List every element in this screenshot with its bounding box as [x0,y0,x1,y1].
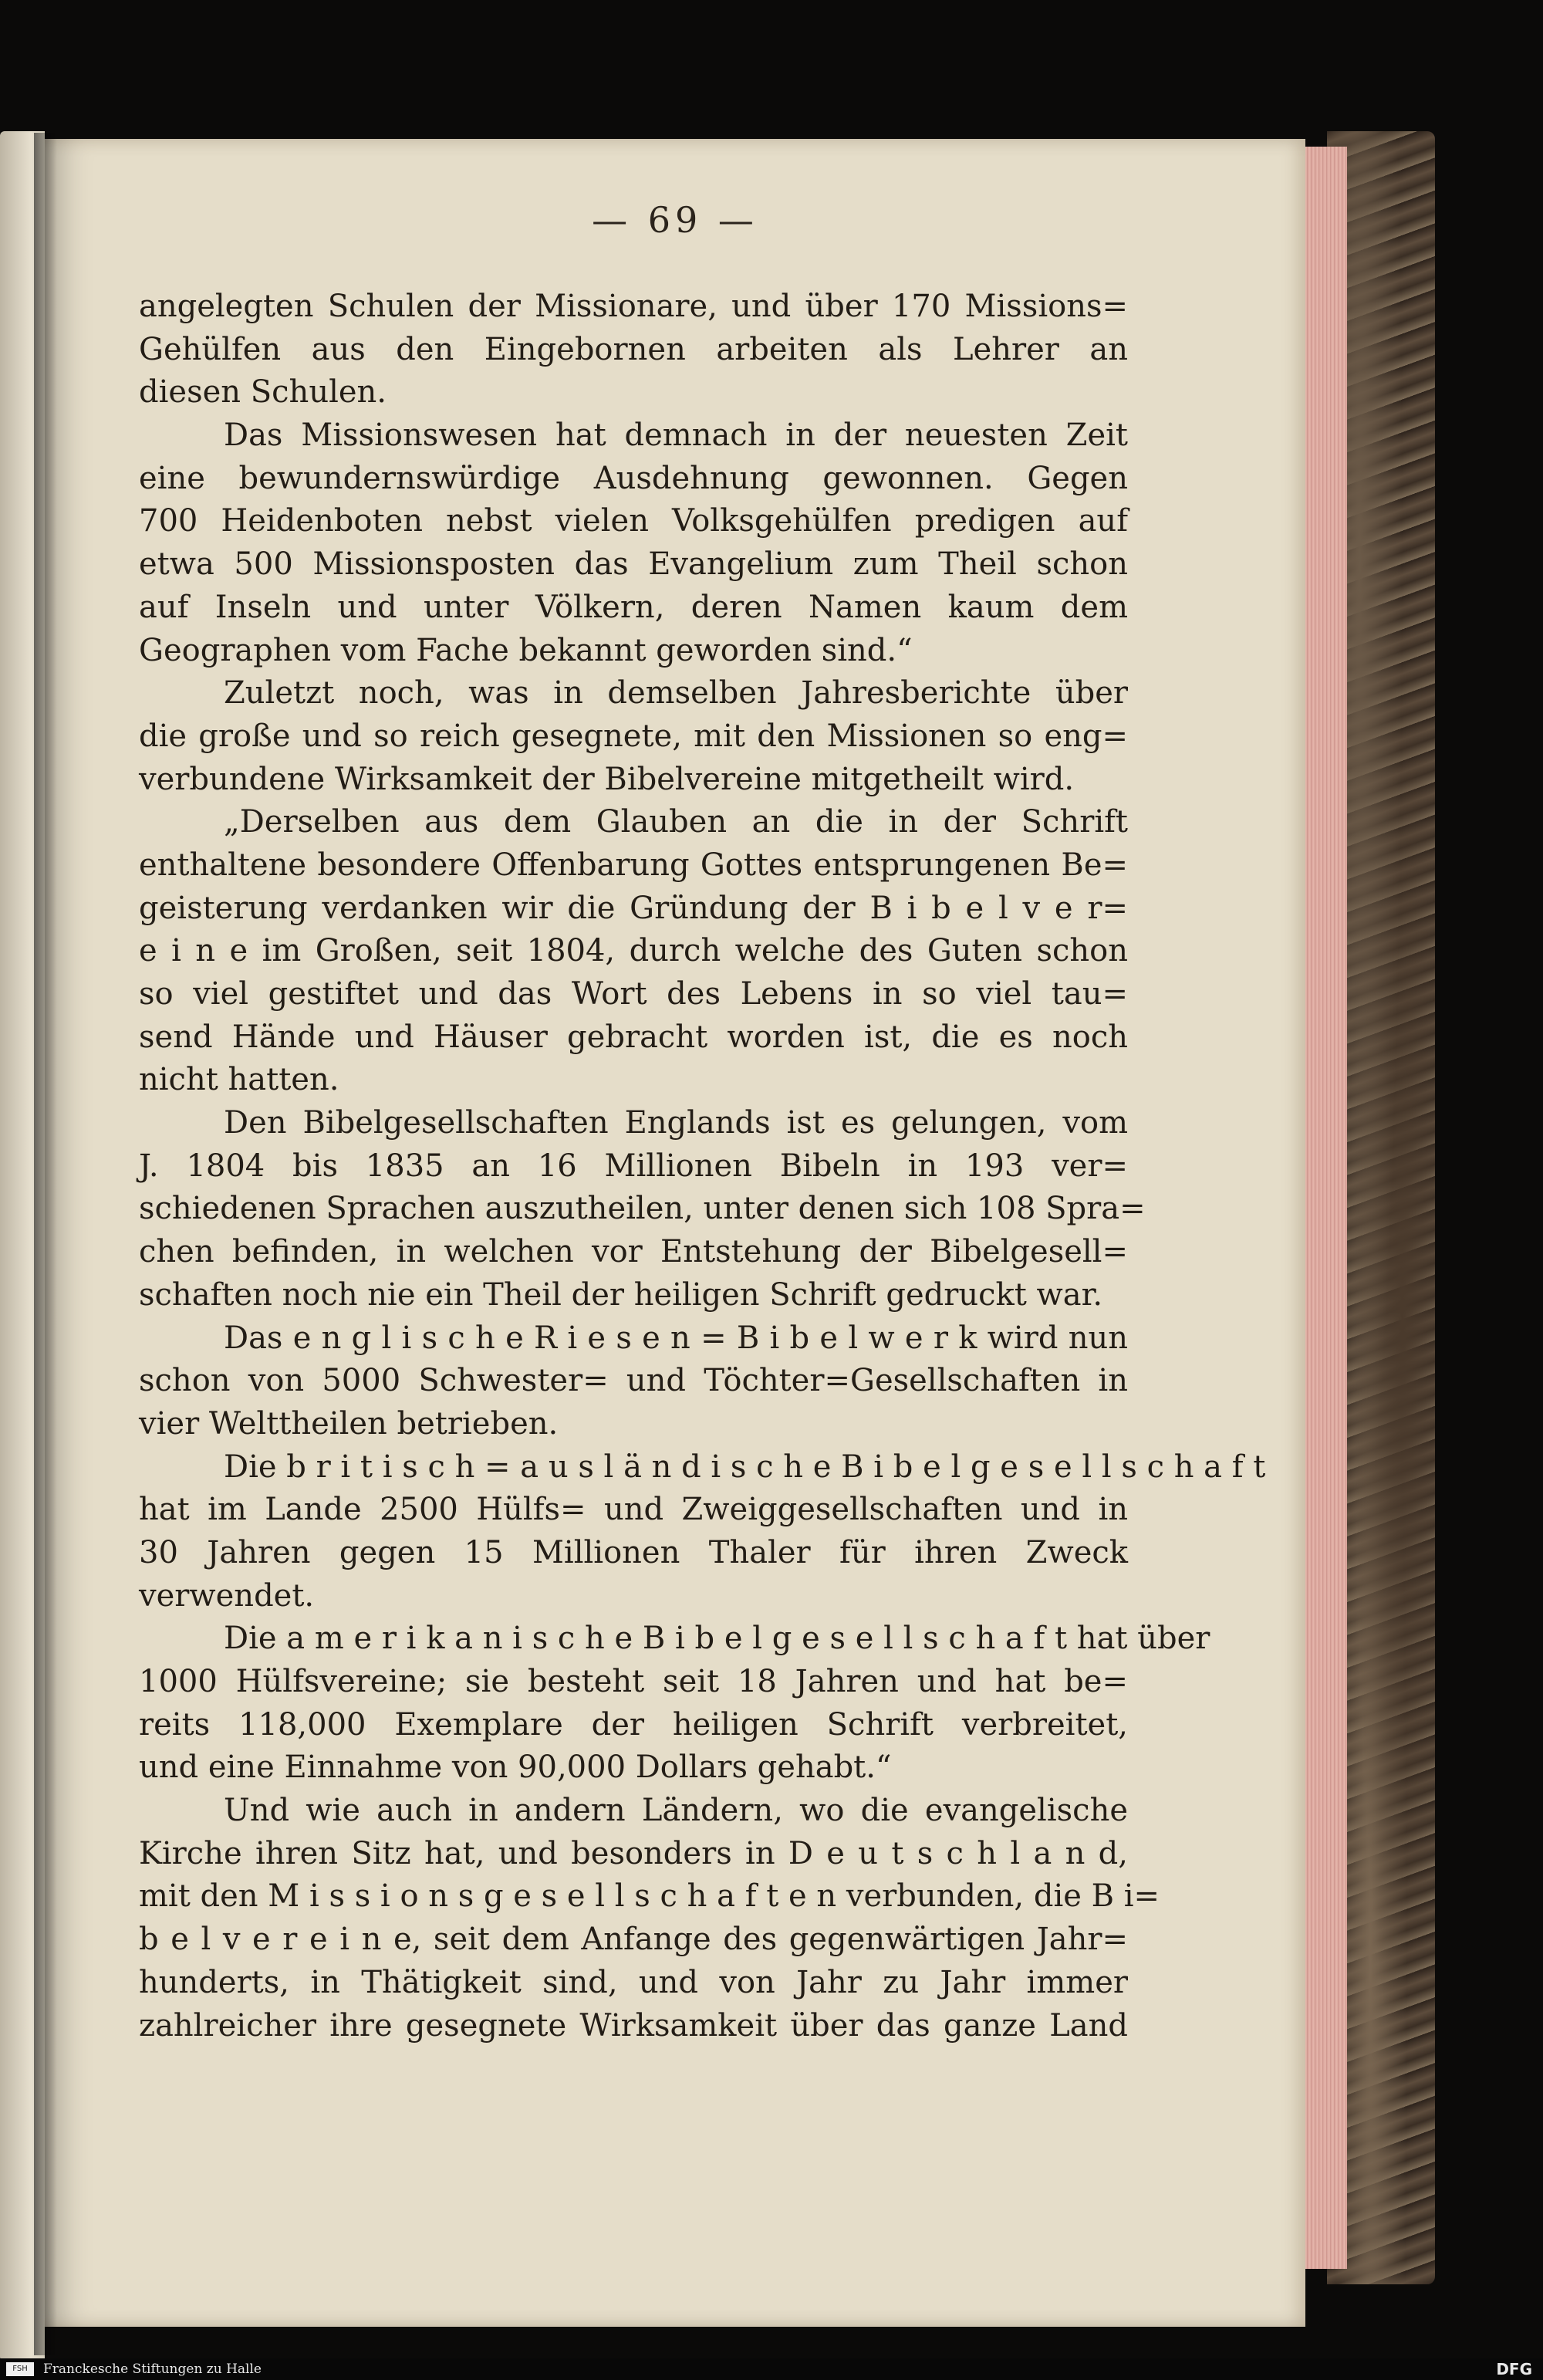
text-line: 1000 Hülfsvereine; sie besteht seit 18 Jahren und hat be= [139,1664,1128,1699]
text-line: Die b r i t i s c h = a u s l ä n d i s c h e B i b e l g e s e l l s c h a f t [224,1449,1266,1485]
dfg-logo: DFG [1496,2360,1532,2378]
text-line: verwendet. [139,1577,315,1614]
text-line: J. 1804 bis 1835 an 16 Millionen Bibeln in 193 ver= [139,1148,1128,1184]
footer-credit: Franckesche Stiftungen zu Halle [43,2361,262,2377]
text-line: Kirche ihren Sitz hat, und besonders in D e u t s c h l a n d, [139,1835,1128,1871]
text-line: Geographen vom Fache bekannt geworden sind.“ [139,632,913,668]
text-line: Die a m e r i k a n i s c h e B i b e l g e s e l l s c h a f t hat über [224,1621,1210,1657]
text-line: send Hände und Häuser gebracht worden ist, die es noch [139,1019,1128,1055]
text-line: 700 Heidenboten nebst vielen Volksgehülfen predigen auf [139,503,1128,539]
text-line: chen befinden, in welchen vor Entstehung der Bibelgesell= [139,1234,1128,1270]
text-line: auf Inseln und unter Völkern, deren Namen kaum dem [139,589,1128,625]
text-line: vier Welttheilen betrieben. [139,1405,559,1442]
page-edges [1304,147,1347,2269]
text-line: nicht hatten. [139,1062,339,1098]
text-line: hunderts, in Thätigkeit sind, und von Jahr zu Jahr immer [139,1964,1128,2000]
text-line: und eine Einnahme von 90,000 Dollars gehabt.“ [139,1750,892,1786]
text-line: Den Bibelgesellschaften Englands ist es gelungen, vom [224,1105,1128,1141]
text-line: schaften noch nie ein Theil der heiligen Schrift gedruckt war. [139,1276,1103,1313]
text-line: „Derselben aus dem Glauben an die in der Schrift [224,804,1128,840]
text-line: schiedenen Sprachen auszutheilen, unter denen sich 108 Spra= [139,1191,1146,1227]
page-number: — 69 — [592,199,758,241]
text-line: 30 Jahren gegen 15 Millionen Thaler für ihren Zweck [139,1534,1128,1570]
text-line: b e l v e r e i n e, seit dem Anfange des gegenwärtigen Jahr= [139,1922,1128,1958]
text-line: hat im Lande 2500 Hülfs= und Zweiggesellschaften und in [139,1492,1128,1528]
text-line: schon von 5000 Schwester= und Töchter=Gesellschaften in [139,1363,1128,1399]
text-line: verbundene Wirksamkeit der Bibelvereine mitgetheilt wird. [139,761,1075,797]
text-line: so viel gestiftet und das Wort des Lebens in so viel tau= [139,976,1128,1012]
text-line: mit den M i s s i o n s g e s e l l s c h a f t e n verbunden, die B i= [139,1878,1160,1915]
text-line: angelegten Schulen der Missionare, und über 170 Missions= [139,289,1128,324]
text-line: Das Missionswesen hat demnach in der neuesten Zeit [224,418,1128,454]
spine-shadow [34,133,57,2355]
text-line: diesen Schulen. [139,374,387,411]
text-line: zahlreicher ihre gesegnete Wirksamkeit über das ganze Land [139,2007,1128,2044]
text-line: Das e n g l i s c h e R i e s e n = B i b e l w e r k wird nun [224,1320,1128,1356]
text-line: Zuletzt noch, was in demselben Jahresberichte über [224,675,1128,712]
text-line: reits 118,000 Exemplare der heiligen Schrift verbreitet, [139,1706,1128,1743]
text-line: enthaltene besondere Offenbarung Gottes entsprungenen Be= [139,847,1128,883]
text-line: e i n e im Großen, seit 1804, durch welche des Guten schon [139,933,1128,969]
text-line: etwa 500 Missionsposten das Evangelium zum Theil schon [139,546,1128,583]
book-page [45,139,1305,2327]
text-line: Gehülfen aus den Eingebornen arbeiten als Lehrer an [139,331,1128,367]
text-line: Und wie auch in andern Ländern, wo die evangelische [224,1793,1128,1829]
text-line: geisterung verdanken wir die Gründung der B i b e l v e r= [139,890,1128,926]
text-block [139,286,1266,2047]
institution-logo: FSH [6,2362,34,2376]
text-line: die große und so reich gesegnete, mit den Missionen so eng= [139,718,1128,754]
text-line: eine bewundernswürdige Ausdehnung gewonnen. Gegen [139,460,1128,496]
